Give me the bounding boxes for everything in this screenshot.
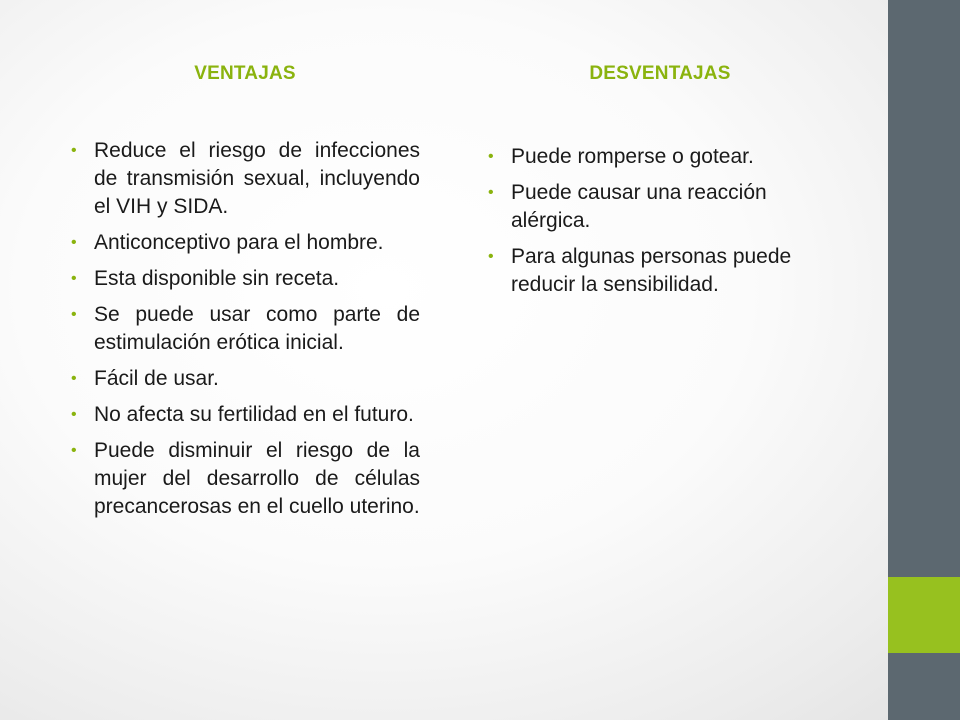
- bullet-icon: •: [71, 442, 77, 459]
- desventajas-item: [487, 243, 837, 299]
- ventajas-item: [70, 265, 420, 293]
- ventajas-item-text: No afecta su fertilidad en el futuro.: [94, 403, 414, 426]
- ventajas-item-text: Se puede usar como parte de estimulación erótica inicial.: [94, 303, 420, 354]
- bullet-icon: •: [71, 406, 77, 423]
- ventajas-item: [70, 229, 420, 257]
- ventajas-item: [70, 301, 420, 357]
- desventajas-item-text: Para algunas personas puede reducir la sensibilidad.: [511, 245, 792, 296]
- ventajas-heading: VENTAJAS: [194, 63, 296, 84]
- desventajas-item: [487, 179, 837, 235]
- bullet-icon: •: [71, 142, 77, 159]
- ventajas-item: [70, 365, 420, 393]
- ventajas-item: [70, 437, 420, 521]
- ventajas-item-text: Esta disponible sin receta.: [94, 267, 340, 290]
- bullet-icon: •: [488, 184, 494, 201]
- bullet-icon: •: [71, 306, 77, 323]
- ventajas-item: [70, 401, 420, 429]
- desventajas-item: [487, 143, 837, 171]
- ventajas-item-text: Anticonceptivo para el hombre.: [94, 231, 384, 254]
- desventajas-heading: DESVENTAJAS: [589, 63, 731, 84]
- bullet-icon: •: [488, 148, 494, 165]
- ventajas-list: [70, 137, 420, 529]
- desventajas-list: [487, 143, 837, 307]
- desventajas-item-text: Puede causar una reacción alérgica.: [511, 181, 767, 232]
- bullet-icon: •: [71, 270, 77, 287]
- ventajas-item-text: Reduce el riesgo de infecciones de transmisión sexual, incluyendo el VIH y SIDA.: [94, 139, 420, 218]
- bullet-icon: •: [71, 370, 77, 387]
- ventajas-item: [70, 137, 420, 221]
- side-accent-block: [888, 577, 960, 653]
- ventajas-item-text: Fácil de usar.: [94, 367, 219, 390]
- bullet-icon: •: [71, 234, 77, 251]
- desventajas-item-text: Puede romperse o gotear.: [511, 145, 754, 168]
- ventajas-item-text: Puede disminuir el riesgo de la mujer del desarrollo de células precancerosas en el cuello uterino.: [94, 439, 420, 518]
- bullet-icon: •: [488, 248, 494, 265]
